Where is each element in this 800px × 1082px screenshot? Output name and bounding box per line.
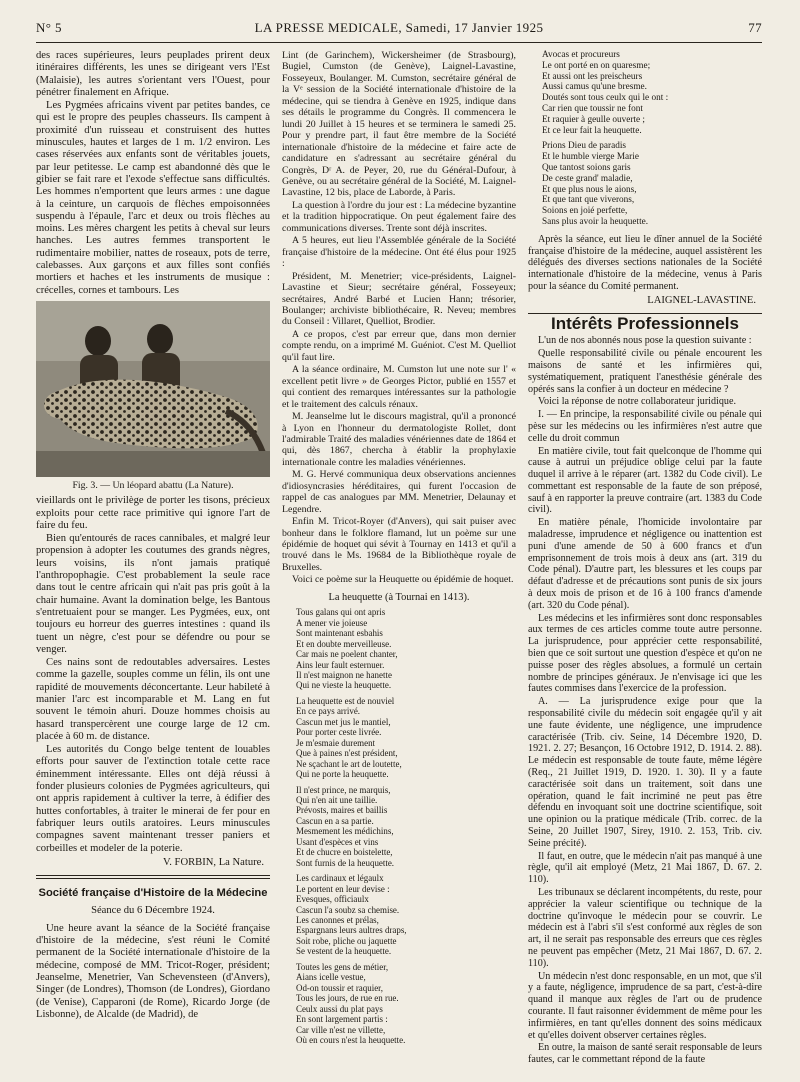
publication-title: LA PRESSE MEDICALE, Samedi, 17 Janvier 1925 [254, 20, 544, 35]
poem-line: Pour porter ceste livrée. [296, 727, 382, 738]
poem-line: Prévosts, maires et baillis [296, 805, 388, 816]
paragraph: L'un de nos abonnés nous pose la question suivante : [538, 335, 752, 347]
paragraph: Il faut, en outre, que le médecin n'ait pas manqué à une règle, qu'il ait employé (Metz, 21 Mai 1867, D. 67. 2. 110). [528, 850, 762, 886]
poem-line: Et ce leur fait la heuquette. [542, 125, 642, 136]
poem-line: Espargnans leurs aultres draps, [296, 925, 407, 936]
paragraph: Un médecin n'est donc responsable, en un mot, que s'il y a faute, négligence, imprudence de sa part, c'est-à-dire quand il manque aux règles de l'art ou de prudence courante. Il faut raisonner évidemment de même pour les infirmières, en tant qu'elles donnent des soins médicaux et qu'elles doivent observer certaines règles. [528, 970, 762, 1041]
paragraph: M. Jeanselme lut le discours magistral, qu'il a prononcé à Lyon en l'honneur du dermatologiste Rollet, dont l'admirable Traité des maladies vénériennes date de 1864 et qui, dès 1867, chercha à établir la prophylaxie internationale contre les maladies vénériennes. [282, 411, 516, 468]
column-1 [36, 50, 270, 1022]
paragraph: Les autorités du Congo belge tentent de louables efforts pour sauver de l'extinction totale cette race éminemment intéressante. Elles ont déjà réussi à fonder plusieurs colonies de Pygmées agriculteurs, qui ont appris rapidement à cultiver la terre, à édifier des huttes confortables, à traiter le minerai de fer pour en fabriquer leurs outils aratoires. Leurs minuscules compagnes savent maintenant tresser paniers et corbeilles et modeler de la poterie. [36, 744, 270, 854]
page-header [36, 20, 762, 38]
paragraph: Enfin M. Tricot-Royer (d'Anvers), qui sait puiser avec bonheur dans le folklore flamand, lut un poème sur une épidémie de hoquet qui sévit à Tournay en 1413 et qu'il a trouvé dans le Ms. 19684 de la Bibliothèque royale de Bruxelles. [282, 516, 516, 573]
poem-line: Ceulx aussi du plat pays [296, 1003, 383, 1014]
poem-line: Et en doubte merveilleuse. [296, 638, 392, 649]
poem-line: Cascun en a sa partie. [296, 815, 374, 826]
paragraph: En matière civile, tout fait quelconque de l'homme qui cause à autrui un préjudice oblige celui par la faute duquel il arrive à le réparer (art. 1382 du Code civil). Le commettant est responsable de la faute de son préposé, sauf à en rapporter la preuve contraire (art. 1383 du Code civil). [528, 445, 762, 516]
section-divider [36, 875, 270, 879]
poem-line: Toutes les gens de métier, [296, 961, 389, 972]
poem-line: La heuquette est de nouviel [296, 695, 395, 706]
paragraph: Une heure avant la séance de la Société française d'histoire de la médecine, s'est réuni le Comité permanent de la Société internationale d'histoire de la médecine, composé de MM. Tricot-Roger, président; Jeanselme, Menetrier, Van Schevensteen (d'Anvers), Singer (de Londres), Thomson (de Londres), Giordano (de Venise), Capparoni (de Rome), Ricardo Jorge (de Lisbonne), de Alcalde (de Madrid), de [36, 922, 270, 1020]
page-number: 77 [748, 20, 762, 35]
poem-line: Cascun l'a soubz sa chemise. [296, 904, 400, 915]
paragraph: A ce propos, c'est par erreur que, dans mon dernier compte rendu, on a imprimé M. Guéniot. C'est M. Quelliot qu'il faut lire. [282, 328, 516, 363]
session-date: Séance du 6 Décembre 1924. [91, 905, 215, 917]
paragraph: A la séance ordinaire, M. Cumston lut une note sur l' « excellent petit livre » de Georges Pictor, publié en 1557 et qui contient des remarques intéressantes sur la pathologie et le traitement des calculs rénaux. [282, 364, 516, 410]
poem-line: Usant d'espèces et vins [296, 836, 379, 847]
poem-line: Sont furnis de la heuquette. [296, 857, 395, 868]
poem-line: Sont maintenant esbahis [296, 628, 383, 639]
paragraph: Après la séance, eut lieu le dîner annuel de la Société française d'histoire de la médecine, auquel assistèrent les délégués des diverses sections nationales de la Société internationale d'histoire de la médecine, venus à Paris pour la séance du Comité permanent. [528, 233, 762, 292]
poem-line: Aussi camus qu'une bresme. [542, 82, 647, 93]
poem-line: De ceste grand' maladie, [542, 173, 633, 184]
poem-line: Qui n'en ait une taillie. [296, 795, 378, 805]
paragraph: Les Pygmées africains vivent par petites bandes, ce qui est le propre des peuples chasseurs. Ils campent à proximité d'un ruisseau et construisent des huttes minuscules, hautes et larges de 1 m. 1/2 environ. Les cases réservées aux enfants sont de véritables jouets, par leur petitesse. Le camp est abandonné dès que le gibier se fait rare et l'exode s'effectue sans difficultés. Les hommes n'emportent que leurs armes : une dague à la ceinture, un carquois de flèches empoisonnées suspendu à l'épaule, l'arc et deux ou trois flèches au moins. Les mères chargent les petits à cheval sur leurs hanches. Les autres femmes transportent le rudimentaire mobilier, nattes de roseaux, pots de terre, calebasses. Aux garçons et aux filles sont confiés mortiers et haches et les instruments de musique : crécelles, cornes et tambours. Les [36, 100, 270, 296]
poem-line: Et que tant que viverons, [542, 195, 635, 206]
column-2 [282, 50, 516, 1045]
poem [282, 607, 516, 1045]
poem-line: Tous les jours, de rue en rue. [296, 993, 399, 1004]
poem-line: Et aussi ont les preischeurs [542, 71, 643, 82]
poem-line: Il n'est maignon ne hanette [296, 670, 392, 681]
poem-line: Ains leur fault esternuer. [296, 659, 385, 670]
paragraph: I. — En principe, la responsabilité civile ou pénale qui pèse sur les médecins ou les infirmières n'est autre que celle du droit commun [528, 409, 762, 444]
paragraph: Voici la réponse de notre collaborateur juridique. [538, 396, 737, 408]
paragraph: En outre, la maison de santé serait responsable de leurs fautes, car le commettant répond de la faute [528, 1042, 762, 1066]
poem-line: Je m'esmaie durement [296, 737, 376, 748]
poem-line: Od-on toussir et raquier, [296, 982, 384, 993]
poem-line: Et le humble vierge Marie [542, 152, 639, 163]
poem-line: Il n'est prince, ne marquis, [296, 784, 391, 795]
leopard-image [36, 301, 270, 477]
paragraph: des races supérieures, leurs peuplades prirent deux itinéraires différents, les unes se dirigeant vers l'Est (Malaisie), les autres s'orientant vers l'Ouest, pour pénétrer finalement en Afrique. [36, 50, 270, 98]
poem-line: Le portent en leur devise : [296, 883, 390, 894]
poem-line: A mener vie joieuse [296, 617, 368, 628]
poem-line: Soions en joié perfette, [542, 206, 628, 217]
paragraph: A 5 heures, eut lieu l'Assemblée générale de la Société française d'histoire de la médecine. Ont été élus pour 1925 : [282, 235, 516, 270]
poem-line: Tous galans qui ont apris [296, 607, 386, 618]
poem-line: Prions Dieu de paradis [542, 141, 627, 152]
poem-line: Mesmement les médichins, [296, 826, 394, 837]
poem-line: Evesques, officiaulx [296, 894, 369, 905]
poem-line: En sont largement partis : [296, 1014, 388, 1025]
paragraph: Les tribunaux se déclarent incompétents, du reste, pour apprécier la valeur scientifique ou technique de la doctrine qu'invoque le médecin pour se couvrir. Le médecin est à l'abri s'il s'est conformé aux règles de son art, il ne serait pas responsable des erreurs que ces règles ne peuvent pas empêcher (Metz, 21 Mai 1867, D. 67. 2. 110). [528, 886, 762, 969]
poem-line: Que tantost soions garis [542, 162, 631, 173]
column-3 [528, 50, 762, 1067]
poem-line: En ce pays arrivé. [296, 706, 361, 717]
poem-line: Et raquier à geulle ouverte ; [542, 114, 645, 125]
paragraph: La question à l'ordre du jour est : La médecine byzantine et la tradition hippocratique. On peut également faire des communications diverses. Trente sont déjà inscrites. [282, 199, 516, 234]
article-signature: LAIGNEL-LAVASTINE. [647, 294, 756, 306]
poem-line: Qui ne vieste la heuquette. [296, 680, 392, 691]
paragraph: En matière pénale, l'homicide involontaire par maladresse, imprudence et négligence ou inattention est puni d'une amende de 50 à 600 francs et d'un emprisonnement de trois mois à deux ans (art. 319 du Code pénal). D'autre part, les blessures et les coups par défaut d'adresse et de précautions sont punis de six jours à deux mois de prison et de 16 à 100 francs d'amende (art. 320 du Code pénal). [528, 517, 762, 611]
paragraph: A. — La jurisprudence exige pour que la responsabilité civile du médecin soit engagée qu'il y ait une faute évidente, une négligence, une imprudence caractérisée (Trib. civ. Seine, 14 Décembre 1920, D. 1921. 2. 27; Besançon, 16 Octobre 1912, D. 1914. 2. 88). Le médecin est responsable de toute faute, même légère (Req., 21 Juillet 1919, D. 1920. 1. 30). Il y a faute caractérisée soit dans un traitement, soit dans une opération, quand le fait incriminé ne peut pas être défendu en invoquant soit une doctrine scientifique, soit une opinion ou la pratique médicale (Trib. correc. de la Seine, 20 Juillet 1907, Sirey, 1910. 2. 153, Trib. civ. Seine précité). [528, 696, 762, 849]
paragraph: Lint (de Garinchem), Wickersheimer (de Strasbourg), Bugiel, Cumston (de Genève), Laignel-Lavastine, Fosseyeux, Boulanger. M. Cumston, secrétaire général de la Vᵉ session de la Société internationale d'histoire de la médecine, qui se tiendra à Genève en 1925, indique dans ses détails le programme du Congrès. Il commencera le lundi 20 Juillet à 15 heures et se terminera le samedi 25. Pour y prendre part, il faut être membre de la Société internationale d'histoire de la médecine et faire acte de candidature en s'adressant au secrétaire général du Congrès, Dʳ A. de Peyer, 20, rue du Général-Dufour, à Genève, ou au secrétaire général de la Société, M. Laignel-Lavastine, 12 bis, place de Laborde, à Paris. [282, 50, 516, 199]
poem-line: Cascun met jus le mantiel, [296, 716, 391, 727]
poem-line: Soit robe, pliche ou jaquette [296, 935, 397, 946]
leopard-photo [36, 301, 270, 477]
poem-line: Sans plus avoir la heuquette. [542, 216, 649, 227]
figure-caption: Fig. 3. — Un léopard abattu (La Nature). [72, 479, 234, 491]
poem-line: Se vestent de la heuquette. [296, 946, 392, 957]
paragraph: Bien qu'entourés de races cannibales, et malgré leur propension à adopter les coutumes des grands nègres, leurs voisins, ils n'ont jamais pratiqué l'anthropophagie. C'est probablement la seule race dans tout le centre africain qui n'ait pas pris goût à la chair humaine. Avant la domination belge, les Bantous s'entretuaient pour se manger. Les Pygmées, eux, ont toujours eu horreur des guerres intestines : quand ils tuent un nègre, c'est pour se défendre ou pour se venger. [36, 533, 270, 655]
paragraph: Ces nains sont de redoutables adversaires. Lestes comme la gazelle, souples comme un félin, ils ont une rapidité de mouvements déconcertante. Leur habileté à manier l'arc est incomparable et M. Lang en fut souvent le témoin ahuri. Douze hommes choisis au hasard transpercèrent une courge large de 12 cm. placée à 60 m. de distance. [36, 657, 270, 742]
poem-line: Car ville n'est ne villette, [296, 1024, 386, 1035]
poem-line: Doutés sont tous ceulx qui le ont : [542, 93, 669, 104]
poem-title: La heuquette (à Tournai en 1413). [328, 591, 470, 603]
paragraph: vieillards ont le privilège de porter les tisons, précieux exploits pour cette race primitive qui ignore l'art de faire du feu. [36, 495, 270, 531]
poem-line: Le ont porté en on quaresme; [542, 60, 651, 71]
poem-line: Les cardinaux et légaulx [296, 873, 384, 884]
paragraph: Président, M. Menetrier; vice-présidents, Laignel-Lavastine et Sieur; secrétaire général, Fosseyeux; secrétaires, André Barbé et Lucien Hann; trésorier, Boulanger; archiviste bibliothécaire, R. Neveu; membres du Conseil : Villaret, Quelliot, Brodier. [282, 270, 516, 328]
poem-line: Avocas et procureurs [542, 50, 620, 60]
poem-line: Et que plus nous le aions, [542, 184, 637, 195]
section-title: Intérêts Professionnels [550, 313, 739, 333]
poem-line: Les canonnes et prélas, [296, 914, 379, 925]
paragraph: M. G. Hervé communiqua deux observations anciennes d'idiosyncrasies héréditaires, qui furent l'occasion de rappel de cas analogues par MM. Menetrier, Delaunay et Legendre. [282, 469, 516, 515]
poem-line: Qui ne porte la heuquette. [296, 769, 389, 780]
paragraph: Les médecins et les infirmières sont donc responsables aux termes de ces articles comme toute autre personne. La jurisprudence, pour apprécier cette responsabilité, bien que ce soit surtout une question d'espèce et qu'on ne puisse poser des règles absolues, a formulé un certain nombre de principes généraux. Je n'envisage ici que les fautes commises dans l'exercice de la profession. [528, 612, 762, 695]
poem-line: Où en cours n'est la heuquette. [296, 1034, 406, 1045]
paragraph: Voici ce poème sur la Heuquette ou épidémie de hoquet. [292, 574, 514, 586]
poem-continued [528, 50, 762, 228]
issue-number: N° 5 [36, 20, 62, 35]
article-signature: V. FORBIN, La Nature. [162, 856, 264, 868]
poem-line: Car mais ne poelent chanter, [296, 649, 398, 660]
section-title: Société française d'Histoire de la Médecine [38, 887, 268, 900]
poem-line: Car rien que toussir ne font [542, 103, 643, 114]
poem-line: Aians icelle vestue, [296, 972, 366, 983]
poem-line: Et de chucre en boistelette, [296, 847, 393, 858]
header-rule [36, 42, 762, 43]
poem-line: Que à paines n'est président, [296, 748, 398, 759]
paragraph: Quelle responsabilité civile ou pénale encourent les maisons de santé et les infirmières qui, systématiquement, pratiquent l'anesthésie générale des opérés sans la confier à un docteur en médecine ? [528, 348, 762, 395]
poem-line: Ne sçachant le art de loutette, [296, 758, 402, 769]
